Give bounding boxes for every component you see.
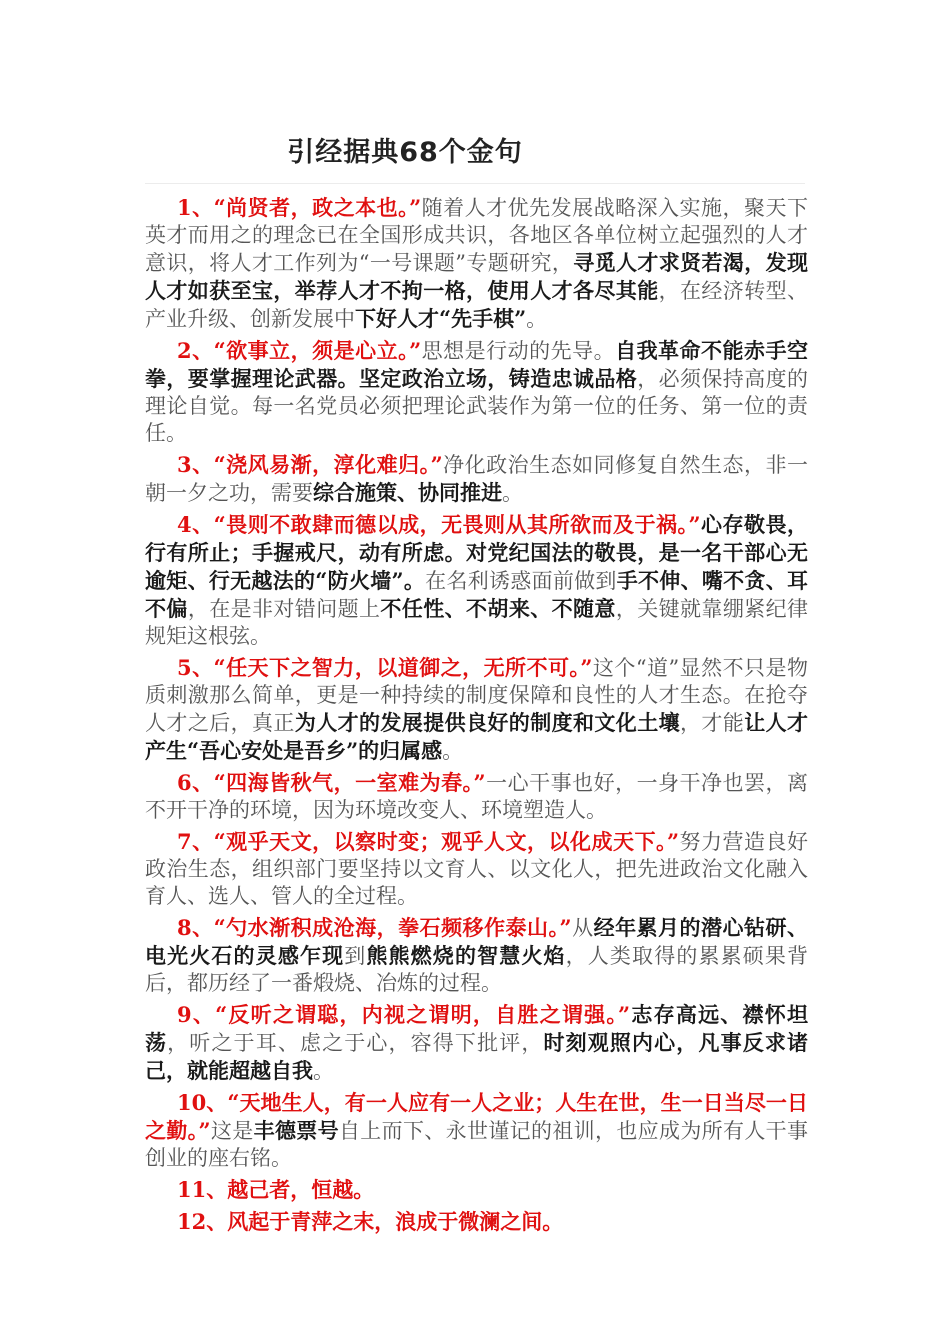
bold-span: 经年累月的潜心钻研、电光火石的灵感乍现 (145, 915, 808, 968)
bold-span: 下好人才“先手棋” (355, 306, 527, 331)
quote-span: 3、“浇风易渐，淳化难归。” (177, 452, 443, 477)
quote-span: 9、“反听之谓聪，内视之谓明，自胜之谓强。” (177, 1002, 631, 1027)
paragraph-9 (145, 1001, 808, 1085)
text-span: 这是 (210, 1119, 254, 1143)
text-span: 在名利诱惑面前做到 (425, 569, 617, 593)
quote-span: 4、“畏则不敢肆而德以成，无畏则从其所欲而及于祸。” (177, 512, 701, 537)
paragraph-4 (145, 511, 808, 650)
quote-span: 12、风起于青萍之末，浪成于微澜之间。 (177, 1209, 564, 1234)
bold-span: 丰德票号 (253, 1118, 339, 1143)
text-span: 这个“道”显然不只是物质刺激那么简单，更是一种持续的制度保障和良性的人才生态。在抢夺人才之后，真正 (145, 656, 808, 735)
text-span: ，关键就靠绷紧纪律规矩这根弦。 (145, 597, 809, 648)
bold-span: 自我革命不能赤手空拳，要掌握理论武器。坚定政治立场，铸造忠诚品格 (145, 338, 809, 391)
text-span: 。 (313, 1059, 334, 1083)
text-span: 自上而下、永世谨记的祖训，也应成为所有人干事创业的座右铭。 (145, 1119, 809, 1170)
text-span: 净化政治生态如同修复自然生态，非一朝一夕之功，需要 (145, 453, 808, 505)
paragraph-5 (145, 654, 808, 765)
text-span: 到 (344, 944, 367, 968)
text-span: 一心干事也好，一身干净也罢，离不开干净的环境，因为环境改变人、环境塑造人。 (145, 771, 808, 822)
quote-span: 6、“四海皆秋气，一室难为春。” (177, 770, 486, 795)
bold-span: 综合施策、协同推进 (313, 480, 502, 505)
bold-span: 心存敬畏，行有所止；手握戒尺，动有所虑。对党纪国法的敬畏，是一名干部心无逾矩、行无越法的“防火墙”。 (145, 512, 808, 593)
quote-span: 10、“天地生人，有一人应有一人之业；人生在世，生一日当尽一日之勤。” (145, 1090, 808, 1143)
paragraph-10 (145, 1089, 808, 1172)
text-span: ，听之于耳、虑之于心，容得下批评， (167, 1031, 544, 1055)
text-span: 。 (502, 481, 523, 505)
bold-span: 寻觅人才求贤若渴，发现人才如获至宝，举荐人才不拘一格，使用人才各尽其能 (145, 250, 808, 303)
text-span: ，人类取得的累累硕果背后，都历经了一番煅烧、冶炼的过程。 (145, 944, 809, 995)
document-body (145, 194, 808, 1240)
text-span: ，才能 (680, 711, 745, 735)
paragraph-12 (145, 1208, 808, 1236)
text-span: 思想是行动的先导。 (421, 339, 616, 363)
text-span: 从 (571, 916, 594, 940)
page-title: 引经据典68个金句 (287, 137, 523, 168)
paragraph-11 (145, 1176, 808, 1204)
text-span: ，必须保持高度的理论自觉。每一名党员必须把理论武装作为第一位的任务、第一位的责任。 (145, 367, 809, 445)
bold-span: 手不伸、嘴不贪、耳不偏 (145, 568, 808, 621)
text-span: 随着人才优先发展战略深入实施，聚天下英才而用之的理念已在全国形成共识，各地区各单位树立起强烈的人才意识，将人才工作列为“一号课题”专题研究， (145, 196, 809, 275)
text-span: ，在经济转型、产业升级、创新发展中 (145, 279, 809, 331)
paragraph-7 (145, 828, 808, 910)
text-span: ，在是非对错问题上 (187, 597, 381, 621)
quote-span: 2、“欲事立，须是心立。” (177, 338, 422, 363)
quote-span: 1、“尚贤者，政之本也。” (177, 195, 422, 220)
paragraph-3 (145, 451, 808, 507)
text-span: 。 (442, 739, 464, 763)
text-span: 努力营造良好政治生态，组织部门要坚持以文育人、以文化人，把先进政治文化融入育人、选人、管人的全过程。 (145, 830, 808, 908)
bold-span: 时刻观照内心，凡事反求诸己，就能超越自我 (145, 1030, 809, 1083)
paragraph-1 (145, 194, 808, 333)
quote-span: 5、“任天下之智力，以道御之，无所不可。” (177, 655, 593, 680)
bold-span: 为人才的发展提供良好的制度和文化土壤 (294, 710, 681, 735)
bold-span: 让人才产生“吾心安处是吾乡”的归属感 (145, 710, 809, 763)
bold-span: 熊熊燃烧的智慧火焰 (366, 943, 566, 968)
bold-span: 志存高远、襟怀坦荡 (145, 1002, 808, 1055)
paragraph-8 (145, 914, 808, 997)
paragraph-6 (145, 769, 808, 824)
bold-span: 不任性、不胡来、不随意 (380, 596, 616, 621)
paragraph-2 (145, 337, 808, 447)
quote-span: 8、“勺水渐积成沧海，拳石频移作泰山。” (177, 915, 572, 940)
quote-span: 7、“观乎天文，以察时变；观乎人文，以化成天下。” (177, 829, 680, 854)
text-span: 。 (526, 307, 548, 331)
title-divider (145, 183, 805, 184)
quote-span: 11、越己者，恒越。 (177, 1177, 375, 1202)
